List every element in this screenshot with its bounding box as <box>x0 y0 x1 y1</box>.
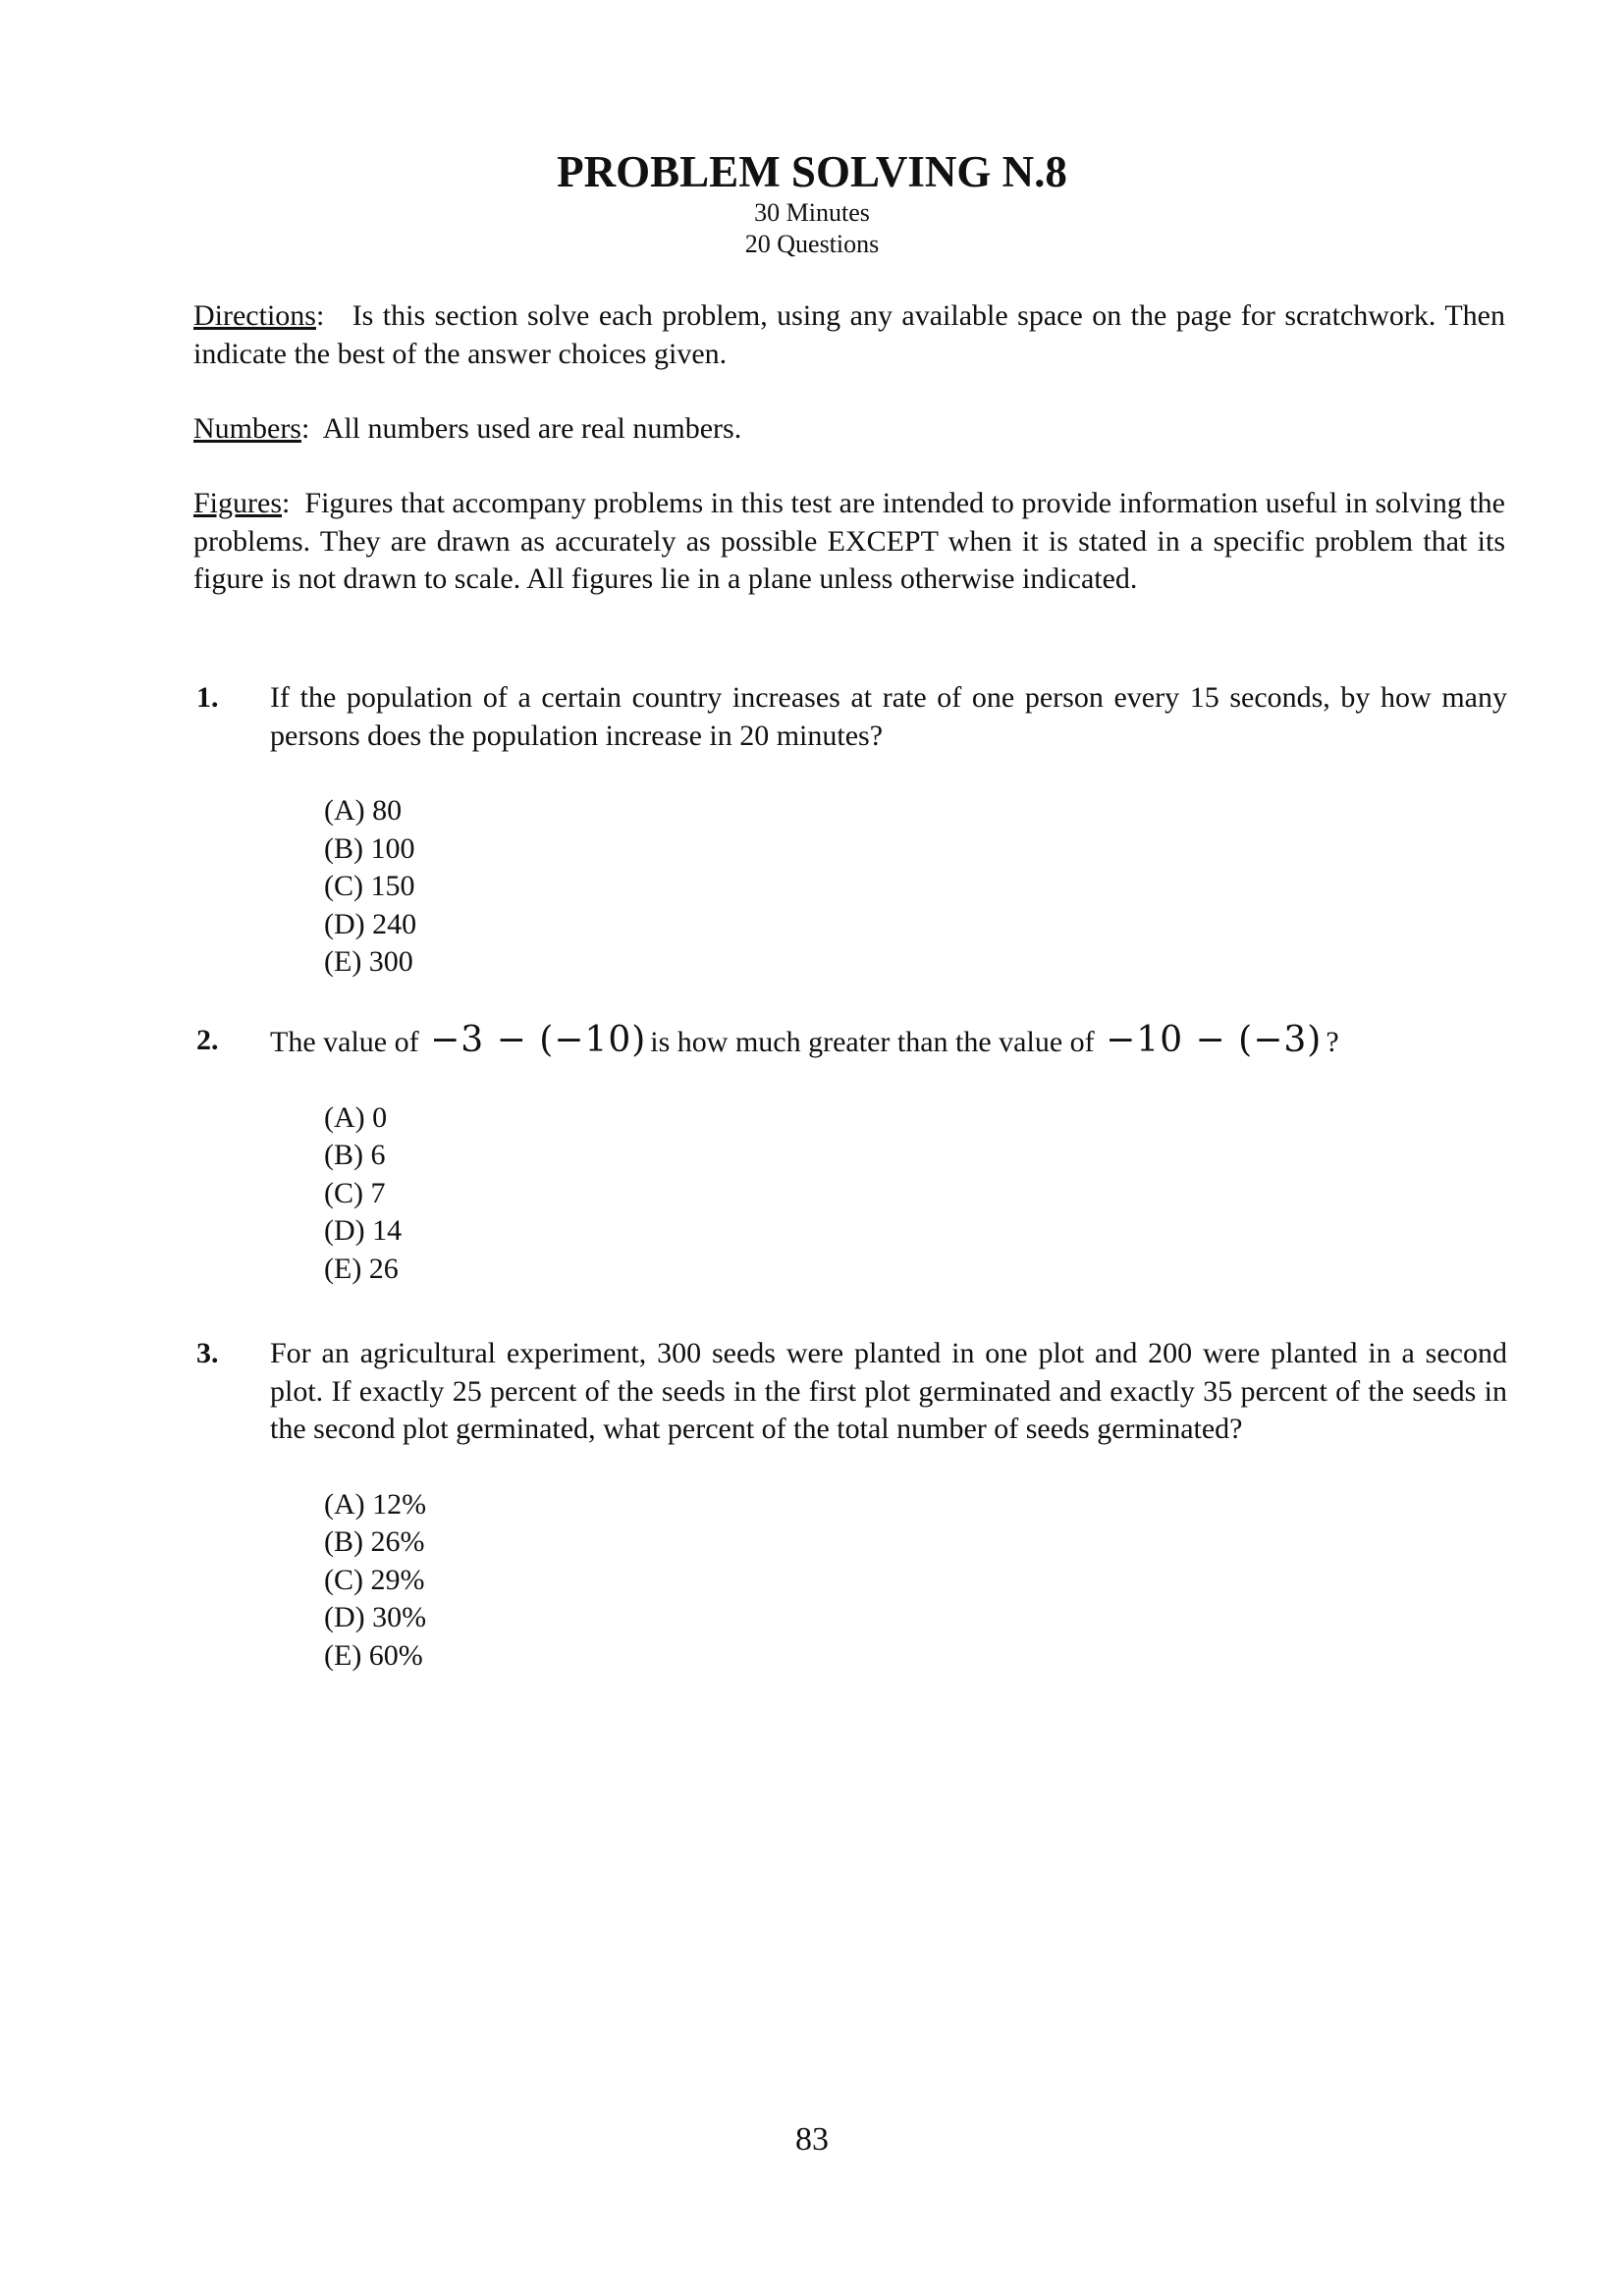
math-expression-2: −10 − (−3) <box>1106 1020 1323 1060</box>
answer-choice-d: (D) 14 <box>324 1214 403 1247</box>
directions-paragraph: Directions: Is this section solve each problem, using any available space on the page for scratchwork. Then indicate the best of the answer choices given. <box>193 299 1505 370</box>
answer-choices <box>324 1486 1507 1676</box>
answer-choice-d: (D) 240 <box>324 907 417 940</box>
question-number: 1. <box>196 681 219 714</box>
question-text-before: The value of <box>270 1026 419 1058</box>
answer-choice-c: (C) 7 <box>324 1176 386 1209</box>
answer-choice-c: (C) 29% <box>324 1563 425 1596</box>
figures-label: Figures <box>193 487 282 519</box>
math-expression-1: −3 − (−10) <box>430 1020 647 1060</box>
answer-choice-a: (A) 0 <box>324 1100 388 1134</box>
answer-choice-a: (A) 80 <box>324 794 403 827</box>
answer-choice-b: (B) 100 <box>324 831 415 865</box>
answer-choice-c: (C) 150 <box>324 870 415 902</box>
question-number: 3. <box>196 1337 219 1369</box>
question-text <box>270 1022 1507 1062</box>
numbers-label: Numbers <box>193 412 301 445</box>
time-limit: 30 Minutes <box>754 198 870 227</box>
numbers-paragraph: Numbers: All numbers used are real numbers. <box>193 412 742 445</box>
question-2 <box>196 1020 1507 1317</box>
question-text: For an agricultural experiment, 300 seeds were planted in one plot and 200 were planted in a second plot. If exactly 25 percent of the seeds in the first plot germinated and exactly 35 percent of the seeds in the second plot germinated, what percent of the total number of seeds germinated? <box>270 1337 1507 1445</box>
figures-paragraph: Figures: Figures that accompany problems in this test are intended to provide information useful in solving the problems. They are drawn as accurately as possible EXCEPT when it is stated in a specific problem that its figure is not drawn to scale. All figures lie in a plane unless otherwise indicated. <box>193 487 1505 595</box>
question-text: If the population of a certain country increases at rate of one person every 15 seconds, by how many persons does the population increase in 20 minutes? <box>270 681 1507 752</box>
question-number: 2. <box>196 1024 219 1056</box>
answer-choice-b: (B) 6 <box>324 1139 386 1171</box>
question-1 <box>196 679 1507 1011</box>
directions-label: Directions <box>193 299 316 332</box>
page-number: 83 <box>795 2121 829 2158</box>
question-count: 20 Questions <box>744 230 880 258</box>
answer-choice-b: (B) 26% <box>324 1525 425 1558</box>
answer-choice-e: (E) 60% <box>324 1638 423 1672</box>
question-text-after: ? <box>1326 1026 1339 1058</box>
question-3 <box>196 1335 1507 1704</box>
numbers-text: All numbers used are real numbers. <box>322 412 742 445</box>
directions-text: Is this section solve each problem, using any available space on the page for scratchwork. Then indicate the best of the answer choices given. <box>193 299 1505 370</box>
answer-choices <box>324 792 1507 982</box>
answer-choices <box>324 1099 1507 1289</box>
answer-choice-d: (D) 30% <box>324 1601 427 1633</box>
answer-choice-a: (A) 12% <box>324 1487 427 1521</box>
question-text-middle: is how much greater than the value of <box>650 1026 1095 1058</box>
section-title: PROBLEM SOLVING N.8 <box>557 147 1067 196</box>
figures-text: Figures that accompany problems in this test are intended to provide information useful in solving the problems. They are drawn as accurately as possible EXCEPT when it is stated in a specific problem that its figure is not drawn to scale. All figures lie in a plane unless otherwise indicated. <box>193 487 1505 595</box>
answer-choice-e: (E) 26 <box>324 1252 399 1285</box>
answer-choice-e: (E) 300 <box>324 945 413 978</box>
